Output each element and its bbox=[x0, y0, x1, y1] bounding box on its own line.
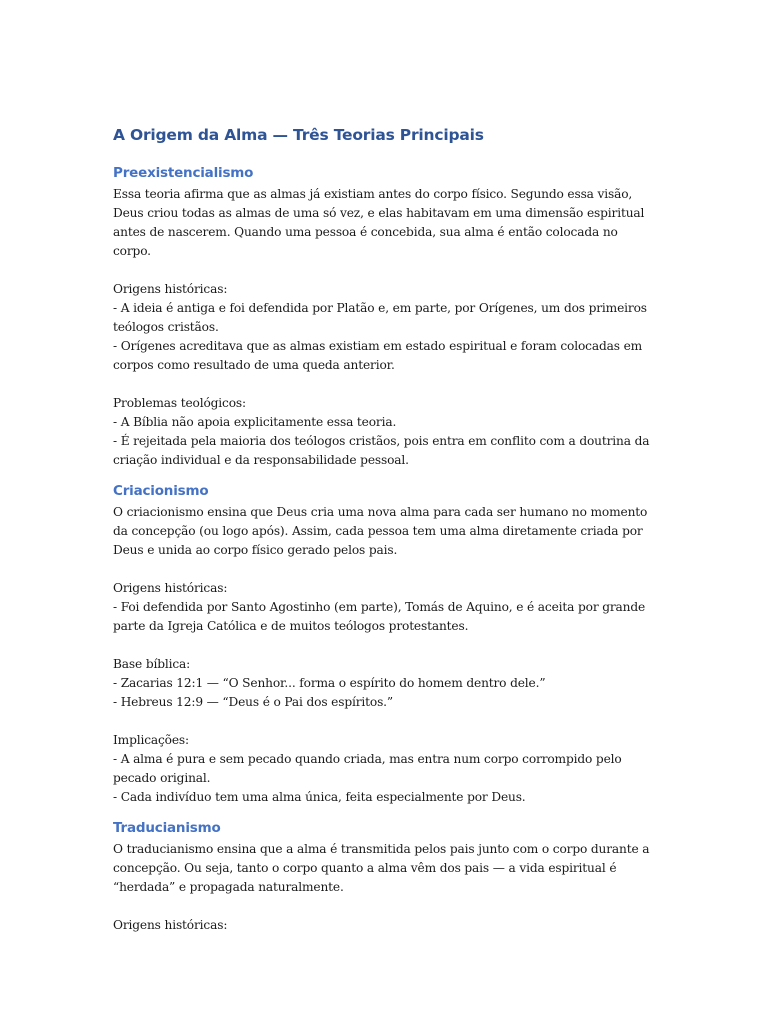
block-line: - A ideia é antiga e foi defendida por Platão e, em parte, por Orígenes, um dos primeiros teólogos cristãos. bbox=[113, 301, 647, 334]
section-heading: Criacionismo bbox=[113, 483, 209, 499]
spacer bbox=[113, 712, 658, 731]
document-page bbox=[113, 124, 658, 935]
block-label: Origens históricas: bbox=[113, 282, 228, 296]
block-label: Problemas teológicos: bbox=[113, 396, 246, 410]
spacer bbox=[113, 560, 658, 579]
block-label: Origens históricas: bbox=[113, 918, 228, 932]
block-line: - Hebreus 12:9 — “Deus é o Pai dos espíritos.” bbox=[113, 695, 393, 709]
block-line: - A Bíblia não apoia explicitamente essa teoria. bbox=[113, 415, 397, 429]
block-line: - Cada indivíduo tem uma alma única, feita especialmente por Deus. bbox=[113, 790, 526, 804]
section-spacer bbox=[113, 470, 658, 482]
block-label: Base bíblica: bbox=[113, 657, 191, 671]
section-intro: O criacionismo ensina que Deus cria uma nova alma para cada ser humano no momento da concepção (ou logo após). Assim, cada pessoa tem uma alma diretamente criada por Deus e unida ao corpo físico gerado pelos pais. bbox=[113, 505, 648, 557]
block-label: Origens históricas: bbox=[113, 581, 228, 595]
spacer bbox=[113, 375, 658, 394]
block-label: Implicações: bbox=[113, 733, 189, 747]
section-intro: O traducianismo ensina que a alma é transmitida pelos pais junto com o corpo durante a concepção. Ou seja, tanto o corpo quanto a alma vêm dos pais — a vida espiritual é “herdada” e propagada naturalmente. bbox=[113, 842, 650, 894]
spacer bbox=[113, 261, 658, 280]
block-line: - Zacarias 12:1 — “O Senhor... forma o espírito do homem dentro dele.” bbox=[113, 676, 546, 690]
section-heading: Traducianismo bbox=[113, 820, 221, 836]
block-line: - Orígenes acreditava que as almas existiam em estado espiritual e foram colocadas em corpos como resultado de uma queda anterior. bbox=[113, 339, 643, 372]
block-line: - Foi defendida por Santo Agostinho (em parte), Tomás de Aquino, e é aceita por grande parte da Igreja Católica e de muitos teólogos protestantes. bbox=[113, 600, 646, 633]
section-heading: Preexistencialismo bbox=[113, 165, 254, 181]
section-traducianismo bbox=[113, 819, 658, 935]
block-line: - É rejeitada pela maioria dos teólogos cristãos, pois entra em conflito com a doutrina da criação individual e da responsabilidade pessoal. bbox=[113, 434, 650, 467]
section-preexistencialismo bbox=[113, 164, 658, 470]
block-line: - A alma é pura e sem pecado quando criada, mas entra num corpo corrompido pelo pecado original. bbox=[113, 752, 622, 785]
spacer bbox=[113, 897, 658, 916]
document-title: A Origem da Alma — Três Teorias Principais bbox=[113, 126, 484, 144]
section-criacionismo bbox=[113, 482, 658, 807]
section-spacer bbox=[113, 807, 658, 819]
spacer bbox=[113, 636, 658, 655]
section-intro: Essa teoria afirma que as almas já existiam antes do corpo físico. Segundo essa visão, Deus criou todas as almas de uma só vez, e elas habitavam em uma dimensão espiritual antes de nascerem. Quando uma pessoa é concebida, sua alma é então colocada no corpo. bbox=[113, 187, 645, 258]
